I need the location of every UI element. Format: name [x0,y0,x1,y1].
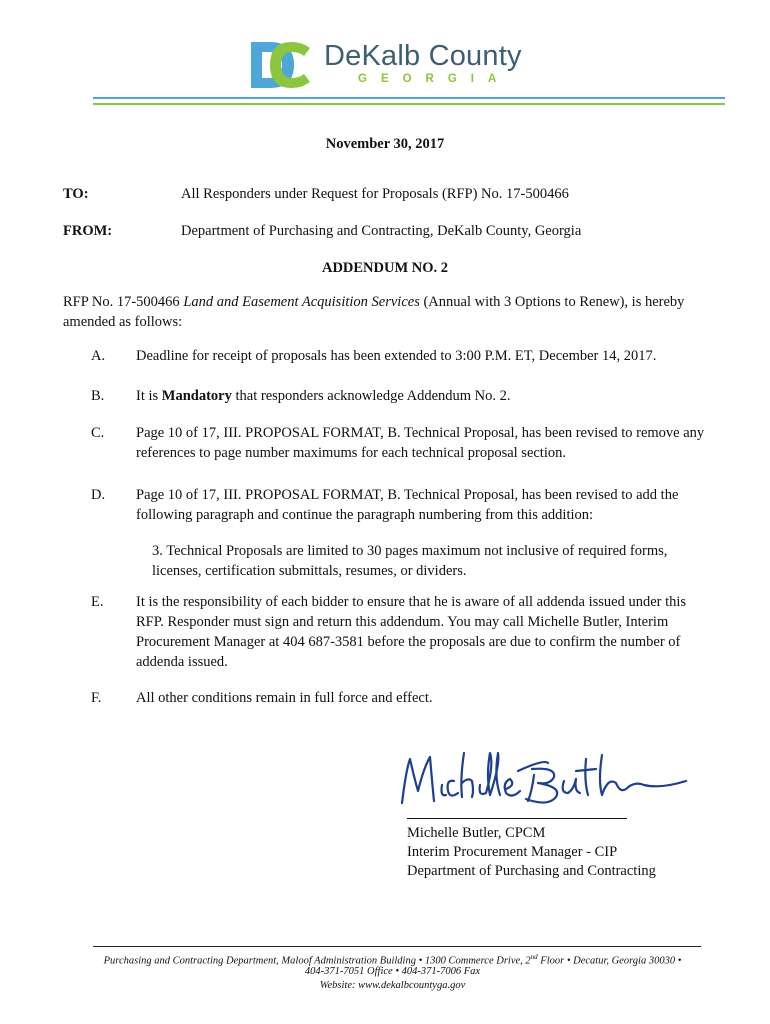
mandatory-emphasis: Mandatory [161,388,232,404]
to-value: All Responders under Request for Proposals (RFP) No. 17-500466 [181,186,569,202]
item-a-letter: A. [91,348,106,364]
letterhead-rule-blue [93,97,725,99]
item-f-letter: F. [91,690,102,706]
item-d-text: Page 10 of 17, III. PROPOSAL FORMAT, B. Technical Proposal, has been revised to add the following paragraph and continue the paragraph numbering from this addition: [136,487,679,523]
letterhead-rule-green [93,103,725,105]
addendum-title: ADDENDUM NO. 2 [321,260,449,276]
item-e-text: It is the responsibility of each bidder to ensure that he is aware of all addenda issued under this RFP. Responder must sign and return this addendum. You may call Michelle Butler, Interim Procurement Manager at 404 687-3581 before the proposals are due to confirm the number of addenda issued. [136,594,687,670]
item-b-text: It is Mandatory that responders acknowledge Addendum No. 2. [136,388,511,404]
item-c-letter: C. [91,425,105,441]
handwritten-signature [394,745,694,815]
item-d-letter: D. [91,487,106,503]
from-label: FROM: [63,223,113,239]
item-d-subitem: 3. Technical Proposals are limited to 30 pages maximum not inclusive of required forms, licenses, certification submittals, resumes, or dividers. [152,543,668,579]
signer-title: Interim Procurement Manager - CIP [407,844,618,860]
memo-date: November 30, 2017 [325,136,445,152]
letterhead-county-name: DeKalb County [324,40,522,72]
footer-address: Purchasing and Contracting Department, Maloof Administration Building • 1300 Commerce Drive, 2nd Floor • Decatur, Georgia 30030 • [103,953,682,967]
dekalb-dc-logo-icon [248,40,314,90]
letterhead-state: GEORGIA [358,73,511,85]
rfp-name: Land and Easement Acquisition Services [183,294,420,310]
item-b-letter: B. [91,388,105,404]
item-c-text: Page 10 of 17, III. PROPOSAL FORMAT, B. Technical Proposal, has been revised to remove any references to page number maximums for each technical proposal section. [136,425,705,461]
signature-line [407,818,627,819]
signer-name: Michelle Butler, CPCM [407,825,546,841]
to-label: TO: [63,186,89,202]
footer-website: Website: www.dekalbcountyga.gov [319,980,466,991]
item-f-text: All other conditions remain in full force and effect. [136,690,433,706]
item-a-text: Deadline for receipt of proposals has been extended to 3:00 P.M. ET, December 14, 2017. [136,348,657,364]
signer-department: Department of Purchasing and Contracting [407,863,656,879]
footer-phone: 404-371-7051 Office • 404-371-7006 Fax [304,966,481,977]
from-value: Department of Purchasing and Contracting, DeKalb County, Georgia [181,223,582,239]
intro-paragraph: RFP No. 17-500466 Land and Easement Acquisition Services (Annual with 3 Options to Renew), is hereby amended as follows: [63,294,685,330]
footer-rule [93,946,701,947]
item-e-letter: E. [91,594,104,610]
